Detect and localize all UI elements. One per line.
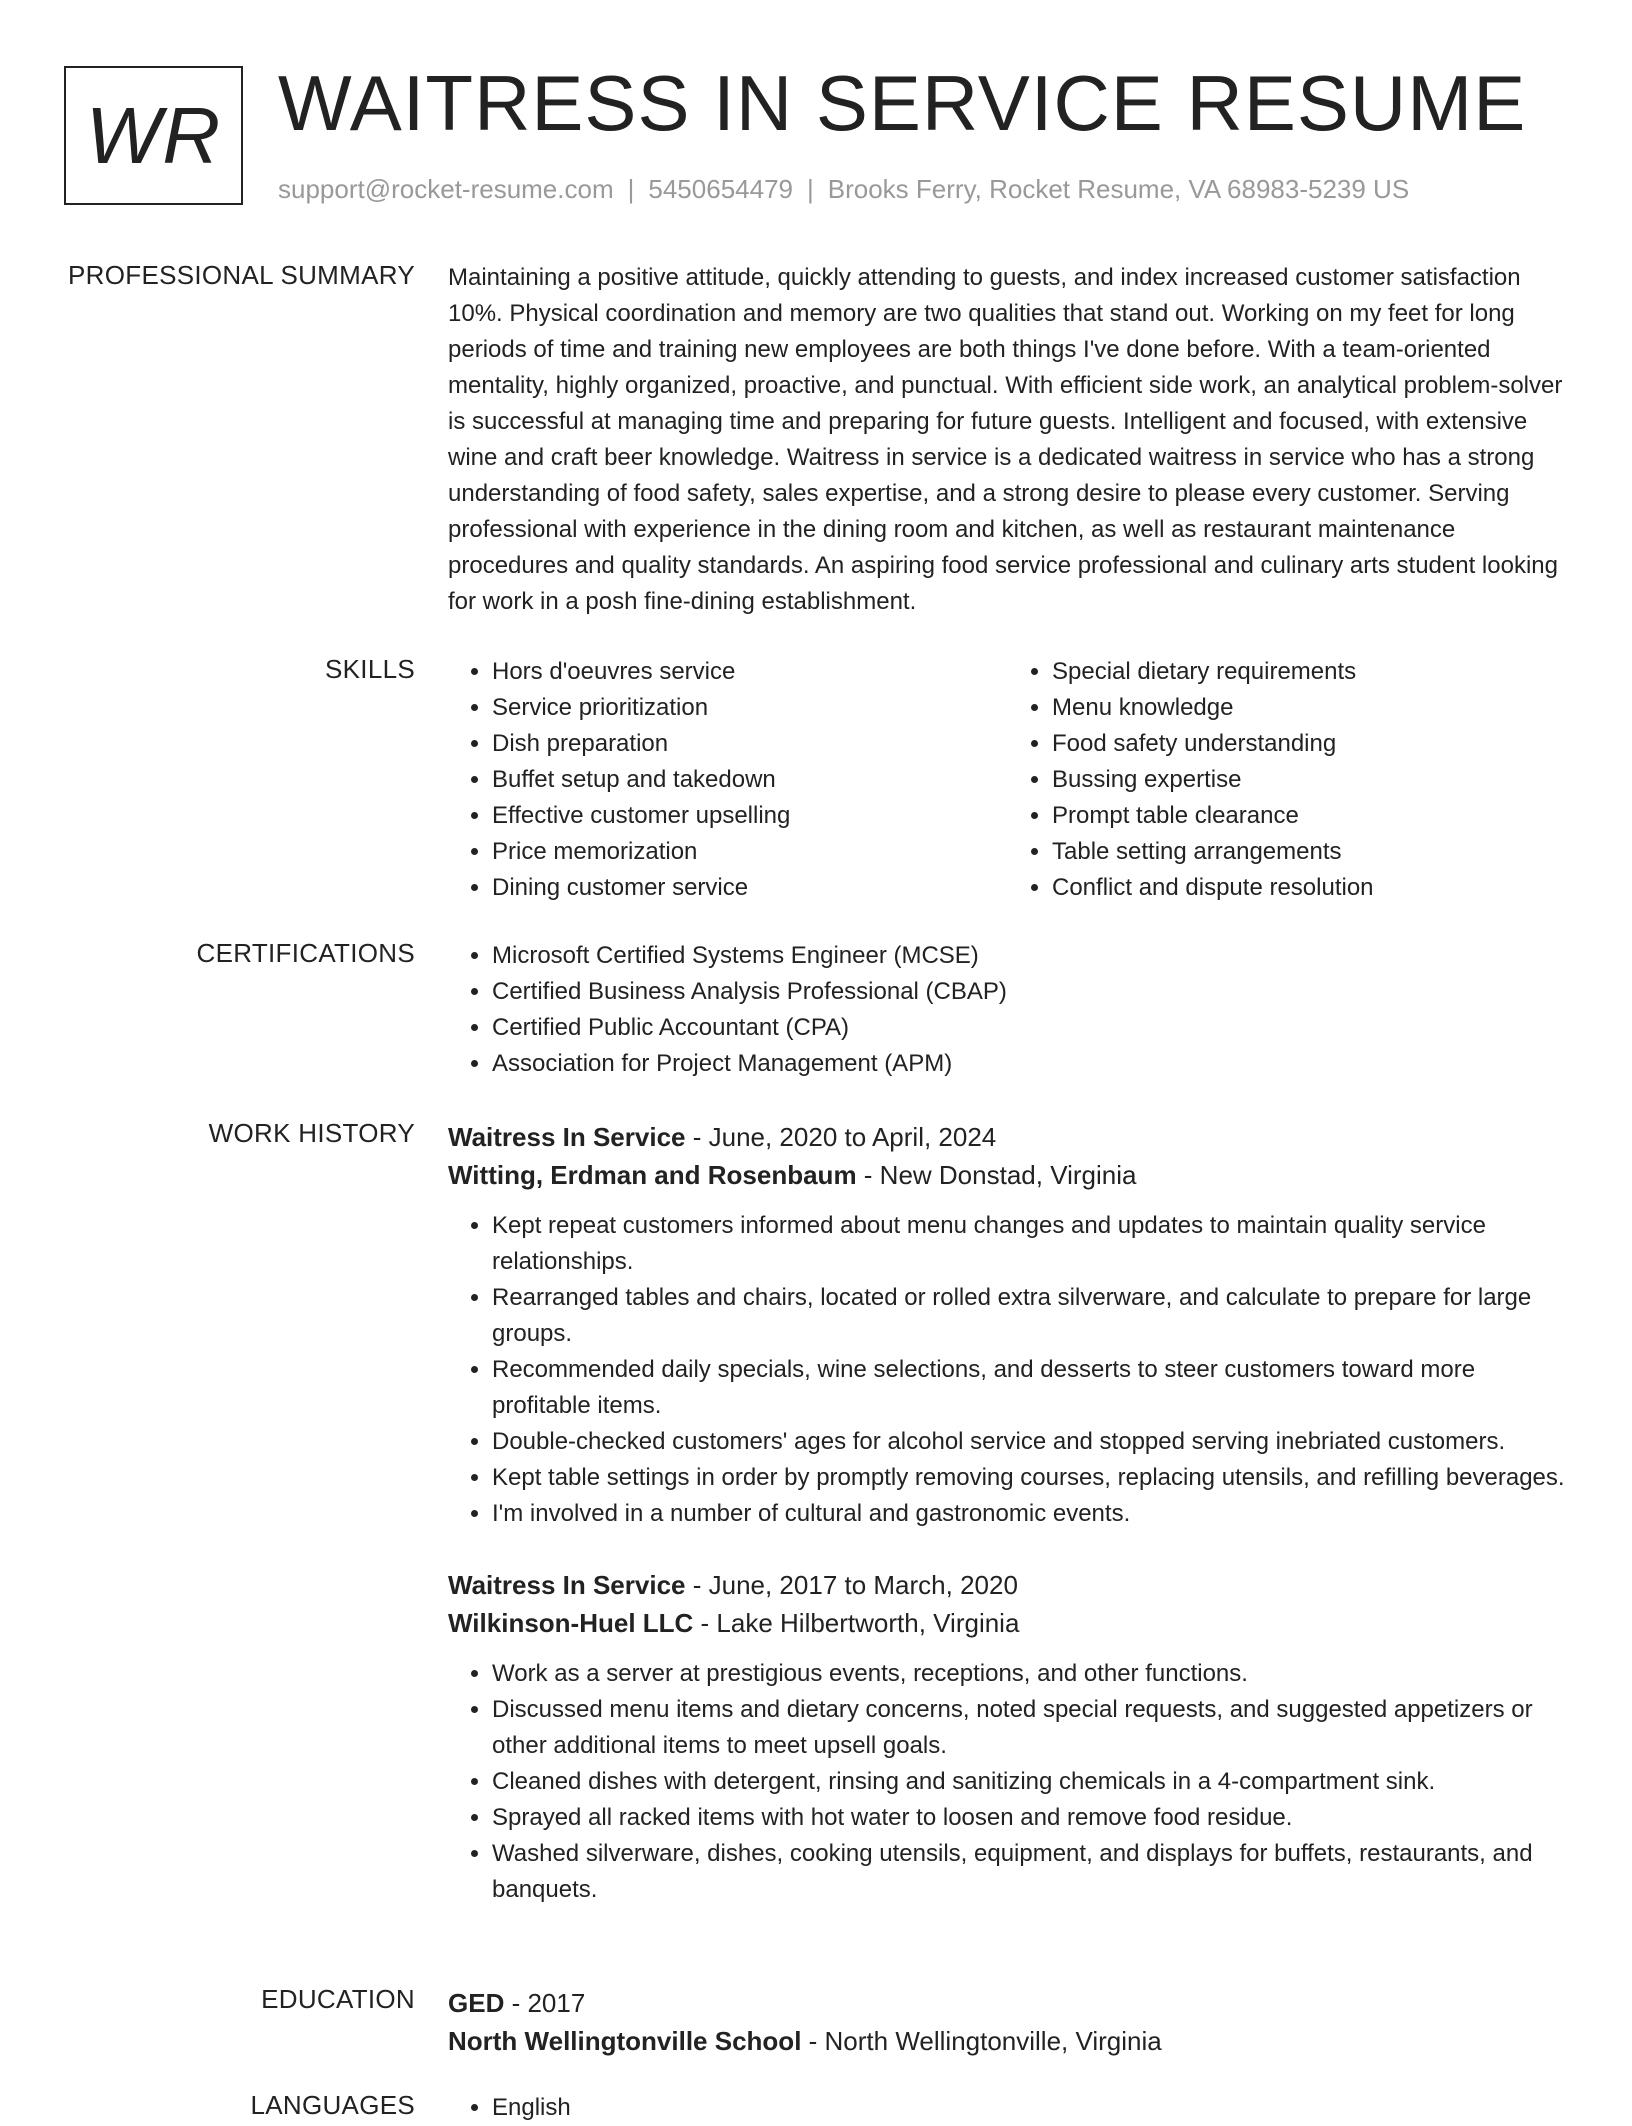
section-label-education: EDUCATION — [261, 1984, 415, 2014]
job-location: - New Donstad, Virginia — [856, 1160, 1137, 1190]
education-degree: GED — [448, 1988, 505, 2018]
skill-item: • Menu knowledge — [1052, 690, 1568, 726]
summary-text: Maintaining a positive attitude, quickly attending to guests, and index increased customer satisfaction 10%. Physical coordination and memory are two qualities that stand out. Working on my feet for long periods of time and training new employees are both things I've done before. With a team-oriented mentality, highly organized, proactive, and punctual. With efficient side work, an analytical problem-solver is successful at managing time and preparing for future guests. Intelligent and focused, with extensive wine and craft beer knowledge. Waitress in service is a dedicated waitress in service who has a strong understanding of food safety, sales expertise, and a strong desire to please every customer. Serving professional with experience in the dining room and kitchen, as well as restaurant maintenance procedures and quality standards. An aspiring food service professional and culinary arts student looking for work in a posh fine-dining establishment. — [448, 264, 1563, 615]
monogram-logo: WR — [64, 66, 243, 205]
skill-item: • Dish preparation — [492, 726, 1008, 762]
job-title-line — [448, 1118, 1568, 1156]
skills-list-right — [1008, 654, 1568, 906]
job-bullet: • Rearranged tables and chairs, located or rolled extra silverware, and calculate to prepare for large groups. — [492, 1280, 1568, 1352]
skill-item: • Table setting arrangements — [1052, 834, 1568, 870]
skill-item: • Special dietary requirements — [1052, 654, 1568, 690]
languages-list — [448, 2090, 1568, 2126]
skill-item: • Buffet setup and takedown — [492, 762, 1008, 798]
section-label-certifications: CERTIFICATIONS — [196, 938, 415, 968]
work-history-content — [448, 1118, 1568, 1908]
job-bullet: • Double-checked customers' ages for alcohol service and stopped serving inebriated customers. — [492, 1424, 1568, 1460]
certification-item: • Certified Public Accountant (CPA) — [492, 1010, 1568, 1046]
job-title: Waitress In Service — [448, 1122, 686, 1152]
job-dates: - June, 2020 to April, 2024 — [685, 1122, 997, 1152]
job-bullet: • I'm involved in a number of cultural and gastronomic events. — [492, 1496, 1568, 1532]
skill-item: • Dining customer service — [492, 870, 1008, 906]
certifications-content — [448, 938, 1568, 1082]
job-bullet: • Washed silverware, dishes, cooking utensils, equipment, and displays for buffets, restaurants, and banquets. — [492, 1836, 1568, 1908]
job-location: - Lake Hilbertworth, Virginia — [693, 1608, 1020, 1638]
skill-item: • Bussing expertise — [1052, 762, 1568, 798]
contact-phone[interactable]: 5450654479 — [648, 174, 793, 204]
skills-content — [448, 654, 1568, 906]
contact-address: Brooks Ferry, Rocket Resume, VA 68983-5239 US — [827, 174, 1410, 204]
job-bullet: • Kept table settings in order by promptly removing courses, replacing utensils, and refilling beverages. — [492, 1460, 1568, 1496]
job-company: Wilkinson-Huel LLC — [448, 1608, 694, 1638]
section-label-skills: SKILLS — [325, 654, 415, 684]
section-label-work-history: WORK HISTORY — [208, 1118, 415, 1148]
skill-item: • Service prioritization — [492, 690, 1008, 726]
skill-item: • Conflict and dispute resolution — [1052, 870, 1568, 906]
contact-line — [278, 174, 1409, 205]
contact-separator: | — [627, 174, 635, 204]
certification-item: • Association for Project Management (APM) — [492, 1046, 1568, 1082]
education-school-line — [448, 2022, 1568, 2060]
job-bullet: • Work as a server at prestigious events, receptions, and other functions. — [492, 1656, 1568, 1692]
job-bullet: • Discussed menu items and dietary concerns, noted special requests, and suggested appetizers or other additional items to meet upsell goals. — [492, 1692, 1568, 1764]
job-title: Waitress In Service — [448, 1570, 686, 1600]
job-bullet: • Kept repeat customers informed about menu changes and updates to maintain quality service relationships. — [492, 1208, 1568, 1280]
education-location: - North Wellingtonville, Virginia — [801, 2026, 1162, 2056]
skill-item: • Food safety understanding — [1052, 726, 1568, 762]
skill-item: • Hors d'oeuvres service — [492, 654, 1008, 690]
summary-content — [448, 260, 1568, 620]
skills-list-left — [448, 654, 1008, 906]
languages-content — [448, 2090, 1568, 2126]
certifications-list — [448, 938, 1568, 1082]
language-item: • English — [492, 2090, 1568, 2126]
certification-item: • Microsoft Certified Systems Engineer (MCSE) — [492, 938, 1568, 974]
job-dates: - June, 2017 to March, 2020 — [685, 1570, 1018, 1600]
contact-email[interactable]: support@rocket-resume.com — [278, 174, 614, 204]
contact-separator: | — [807, 174, 814, 204]
section-label-summary: PROFESSIONAL SUMMARY — [68, 260, 415, 290]
skill-item: • Prompt table clearance — [1052, 798, 1568, 834]
job-bullet: • Cleaned dishes with detergent, rinsing and sanitizing chemicals in a 4-compartment sink. — [492, 1764, 1568, 1800]
job-company-line — [448, 1156, 1568, 1194]
certification-item: • Certified Business Analysis Professional (CBAP) — [492, 974, 1568, 1010]
education-content — [448, 1984, 1568, 2060]
education-school: North Wellingtonville School — [448, 2026, 802, 2056]
job-company-line — [448, 1604, 1568, 1642]
skill-item: • Price memorization — [492, 834, 1008, 870]
resume-header — [64, 59, 1564, 211]
job-entry — [448, 1118, 1568, 1532]
resume-title: WAITRESS IN SERVICE RESUME — [278, 59, 1527, 147]
skill-item: • Effective customer upselling — [492, 798, 1008, 834]
section-label-languages: LANGUAGES — [250, 2090, 415, 2120]
job-entry — [448, 1566, 1568, 1908]
education-year: - 2017 — [504, 1988, 586, 2018]
job-company: Witting, Erdman and Rosenbaum — [448, 1160, 857, 1190]
education-degree-line — [448, 1984, 1568, 2022]
job-bullets — [448, 1208, 1568, 1532]
job-bullet: • Sprayed all racked items with hot water to loosen and remove food residue. — [492, 1800, 1568, 1836]
job-title-line — [448, 1566, 1568, 1604]
job-bullet: • Recommended daily specials, wine selections, and desserts to steer customers toward more profitable items. — [492, 1352, 1568, 1424]
job-bullets — [448, 1656, 1568, 1908]
